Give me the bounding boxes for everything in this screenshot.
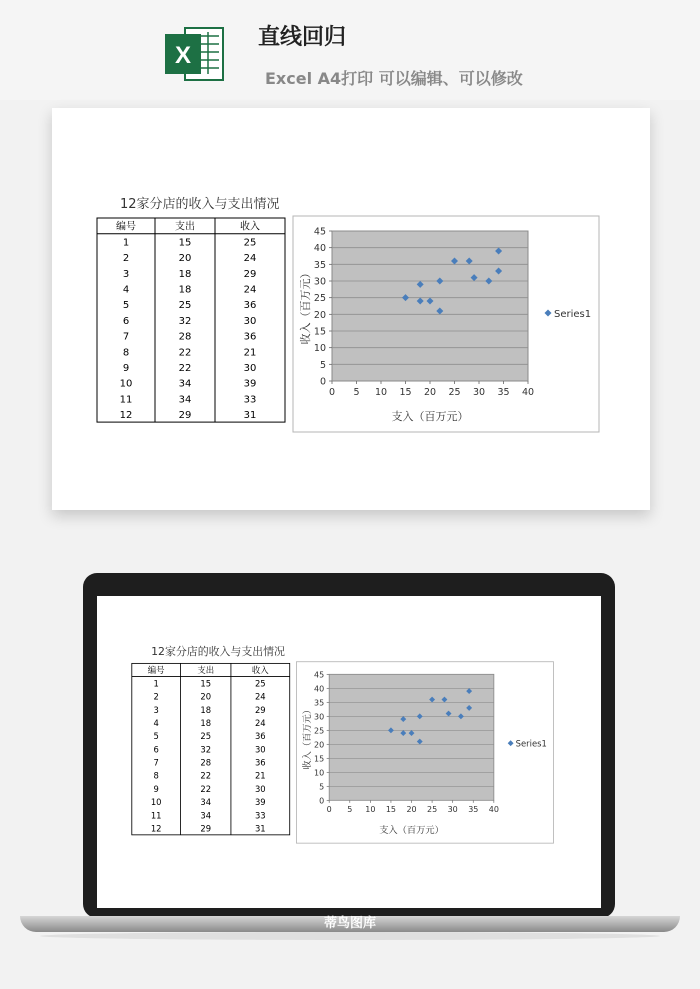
table-cell: 36 <box>243 300 257 312</box>
y-tick-label: 35 <box>314 698 325 708</box>
y-axis-label: 收入（百万元） <box>299 267 312 345</box>
y-tick-label: 10 <box>314 768 325 778</box>
legend-label: Series1 <box>554 309 592 320</box>
table-cell: 29 <box>254 704 266 715</box>
table-cell: 36 <box>243 331 257 343</box>
table-cell: 32 <box>178 315 192 327</box>
table-cell: 2 <box>122 253 130 265</box>
x-axis-label: 支入（百万元） <box>391 410 469 423</box>
table-cell: 9 <box>153 783 159 794</box>
table-cell: 30 <box>254 744 266 755</box>
sheet-group <box>97 196 599 432</box>
table-cell: 21 <box>243 347 257 359</box>
legend-label: Series1 <box>515 738 547 749</box>
table-cell: 25 <box>178 300 192 312</box>
table-cell: 34 <box>178 394 192 406</box>
sheet-main <box>52 108 650 510</box>
x-tick-label: 30 <box>472 387 486 398</box>
laptop-screen <box>97 596 601 908</box>
y-tick-label: 30 <box>313 276 326 288</box>
table-cell: 10 <box>119 378 133 390</box>
y-tick-label: 20 <box>314 740 325 750</box>
x-tick-label: 5 <box>353 387 360 398</box>
x-tick-label: 10 <box>365 805 376 815</box>
table-cell: 24 <box>243 284 257 296</box>
y-axis-label: 收入（百万元） <box>301 704 313 770</box>
table-cell: 29 <box>178 410 192 422</box>
laptop-shadow <box>40 932 660 940</box>
y-tick-label: 30 <box>314 712 325 722</box>
y-tick-label: 15 <box>313 326 326 338</box>
table-cell: 22 <box>178 363 192 374</box>
table-cell: 15 <box>200 678 212 689</box>
table-cell: 24 <box>254 691 266 702</box>
table-header-cell: 编号 <box>116 221 136 233</box>
page-subtitle: Excel A4打印 可以编辑、可以修改 <box>265 69 523 88</box>
table-header-cell: 收入 <box>251 665 269 676</box>
y-tick-label: 25 <box>313 293 326 305</box>
table-cell: 36 <box>254 731 266 742</box>
table-cell: 1 <box>153 678 159 689</box>
table-cell: 11 <box>150 810 162 821</box>
table-cell: 34 <box>178 378 192 390</box>
x-tick-label: 20 <box>423 387 437 398</box>
table-cell: 6 <box>153 744 159 755</box>
table-cell: 4 <box>122 284 130 296</box>
table-header-cell: 编号 <box>147 665 165 676</box>
y-tick-label: 5 <box>319 359 326 371</box>
table-cell: 7 <box>153 757 159 768</box>
x-tick-label: 5 <box>347 805 353 815</box>
table-cell: 3 <box>153 704 159 715</box>
laptop-mockup <box>0 570 700 989</box>
table-cell: 28 <box>200 757 212 768</box>
y-tick-label: 20 <box>313 309 326 321</box>
table-cell: 28 <box>178 331 192 343</box>
table-cell: 10 <box>150 797 162 808</box>
y-tick-label: 0 <box>319 796 325 806</box>
table-header-cell: 支出 <box>175 221 195 233</box>
table-cell: 34 <box>200 797 212 808</box>
table-cell: 31 <box>243 410 257 422</box>
y-tick-label: 40 <box>314 684 325 694</box>
table-cell: 25 <box>254 678 266 689</box>
x-tick-label: 20 <box>406 805 417 815</box>
x-tick-label: 15 <box>399 387 412 398</box>
excel-icon <box>163 22 227 86</box>
x-tick-label: 0 <box>326 805 332 815</box>
table-cell: 8 <box>122 347 130 359</box>
table-cell: 34 <box>200 810 212 821</box>
sheet-caption: 12家分店的收入与支出情况 <box>151 645 285 658</box>
table-cell: 12 <box>150 823 162 834</box>
y-tick-label: 10 <box>313 343 326 355</box>
table-header-cell: 支出 <box>197 665 215 676</box>
y-tick-label: 45 <box>314 670 325 680</box>
table-cell: 20 <box>178 253 192 265</box>
table-cell: 21 <box>254 770 266 781</box>
sheet-caption: 12家分店的收入与支出情况 <box>120 197 280 212</box>
table-cell: 1 <box>122 237 130 249</box>
x-axis-label: 支入（百万元） <box>379 825 444 837</box>
table-cell: 32 <box>200 744 212 755</box>
sheet-mini <box>97 596 601 908</box>
table-cell: 22 <box>200 770 212 781</box>
table-cell: 33 <box>243 394 257 406</box>
table-cell: 12 <box>119 410 133 422</box>
table-cell: 4 <box>153 717 159 728</box>
y-tick-label: 40 <box>313 243 326 255</box>
x-tick-label: 40 <box>488 805 499 815</box>
table-cell: 29 <box>243 268 257 280</box>
table-cell: 29 <box>200 823 212 834</box>
table-cell: 31 <box>254 823 266 834</box>
table-cell: 30 <box>243 363 257 374</box>
table-cell: 30 <box>243 315 257 327</box>
table-cell: 15 <box>178 237 192 249</box>
table-header-cell: 收入 <box>240 221 260 233</box>
page-title: 直线回归 <box>258 25 347 50</box>
table-cell: 39 <box>243 378 257 390</box>
y-tick-label: 15 <box>314 754 325 764</box>
table-cell: 18 <box>178 284 192 296</box>
y-tick-label: 0 <box>319 376 326 388</box>
x-tick-label: 10 <box>374 387 388 398</box>
table-cell: 20 <box>200 691 212 702</box>
y-tick-label: 45 <box>313 226 326 238</box>
table-cell: 6 <box>122 315 130 327</box>
table-cell: 5 <box>122 300 130 312</box>
table-cell: 25 <box>200 731 212 742</box>
x-tick-label: 25 <box>427 805 438 815</box>
table-cell: 22 <box>178 347 192 359</box>
table-cell: 22 <box>200 783 212 794</box>
table-cell: 33 <box>254 810 266 821</box>
y-tick-label: 25 <box>314 726 325 736</box>
sheet-preview <box>52 108 650 510</box>
x-tick-label: 30 <box>447 805 458 815</box>
table-cell: 11 <box>119 394 133 406</box>
table-cell: 3 <box>122 268 130 280</box>
table-cell: 9 <box>122 363 130 374</box>
table-cell: 18 <box>200 704 212 715</box>
table-cell: 7 <box>122 331 130 343</box>
table-cell: 5 <box>153 731 159 742</box>
svg-text:X: X <box>174 42 192 69</box>
x-tick-label: 40 <box>521 387 535 398</box>
table-cell: 24 <box>243 253 257 265</box>
x-tick-label: 0 <box>328 387 336 398</box>
y-tick-label: 35 <box>313 259 326 271</box>
x-tick-label: 15 <box>385 805 397 815</box>
table-cell: 36 <box>254 757 266 768</box>
table-cell: 24 <box>254 717 266 728</box>
table-cell: 2 <box>153 691 159 702</box>
header <box>0 0 700 100</box>
brand-label: 蒂鸟图库 <box>323 916 376 931</box>
x-tick-label: 25 <box>448 387 461 398</box>
table-cell: 39 <box>254 797 266 808</box>
x-tick-label: 35 <box>468 805 479 815</box>
sheet-group <box>132 644 554 843</box>
table-cell: 8 <box>153 770 159 781</box>
table-cell: 30 <box>254 783 266 794</box>
y-tick-label: 5 <box>319 782 325 792</box>
x-tick-label: 35 <box>497 387 510 398</box>
table-cell: 25 <box>243 237 257 249</box>
table-cell: 18 <box>178 268 192 280</box>
table-cell: 18 <box>200 717 212 728</box>
